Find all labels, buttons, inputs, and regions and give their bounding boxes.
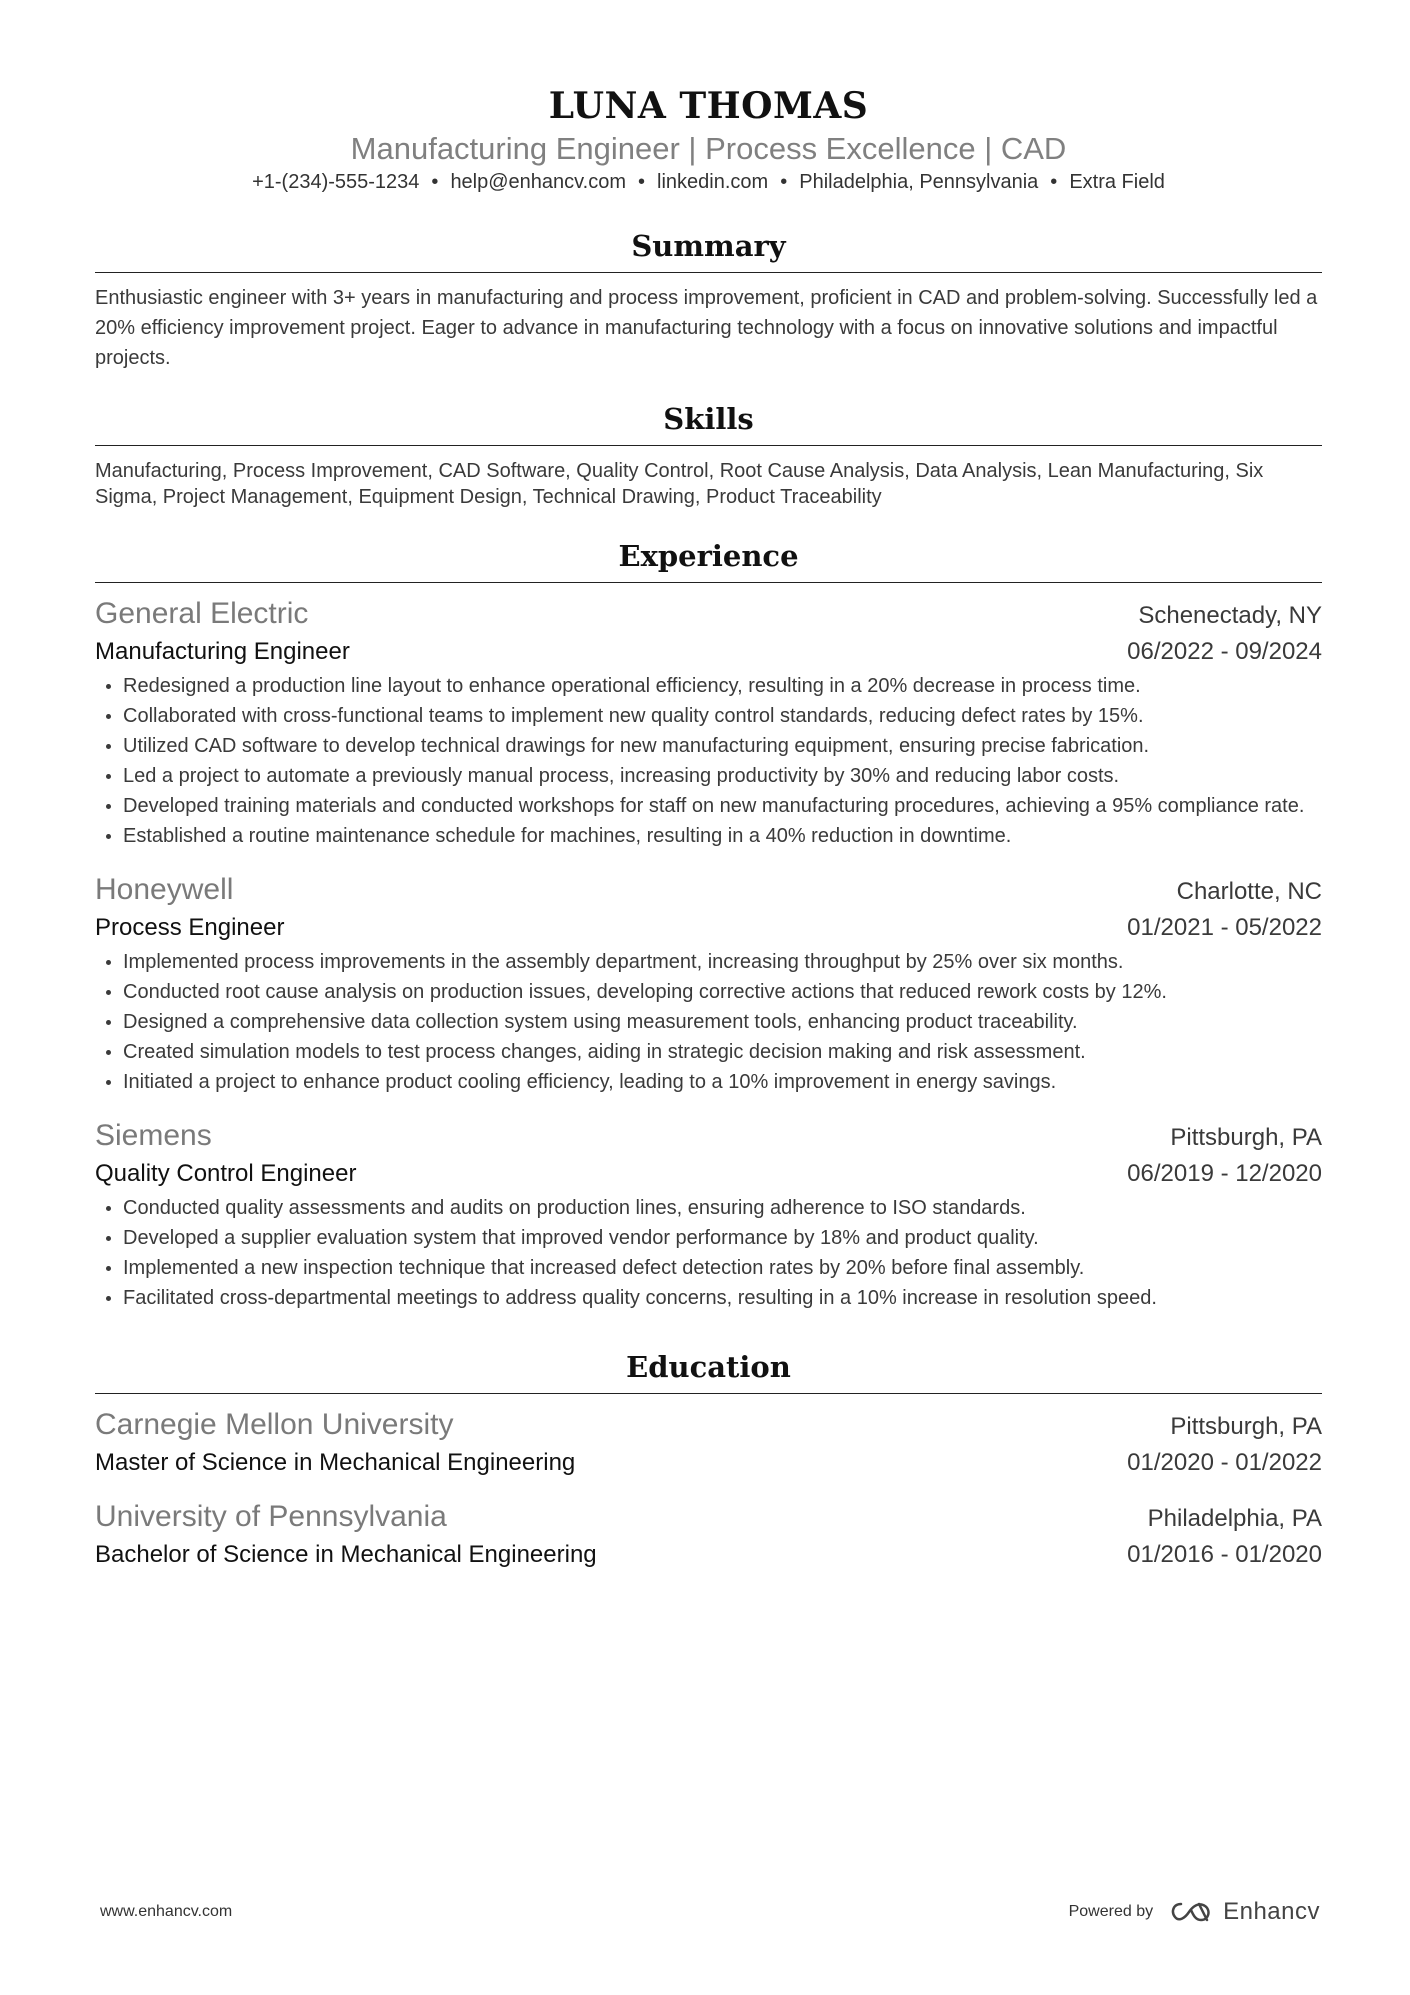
job-bullet: Developed a supplier evaluation system that improved vendor performance by 18% and product quality. xyxy=(95,1223,1322,1253)
education-degree: Master of Science in Mechanical Engineering xyxy=(95,1449,576,1476)
education-school: Carnegie Mellon University xyxy=(95,1408,454,1441)
candidate-headline: Manufacturing Engineer | Process Excellence | CAD xyxy=(350,131,1067,166)
education-degree: Bachelor of Science in Mechanical Engineering xyxy=(95,1541,597,1568)
skills-section xyxy=(95,399,1322,510)
enhancv-brand-name: Enhancv xyxy=(1223,1898,1320,1925)
job-role-row xyxy=(95,635,1322,669)
education-location: Pittsburgh, PA xyxy=(1170,1413,1322,1440)
job-header-row xyxy=(95,1117,1322,1157)
separator-dot: • xyxy=(638,171,646,193)
job-bullet: Established a routine maintenance schedule for machines, resulting in a 40% reduction in downtime. xyxy=(95,821,1322,851)
enhancv-brand[interactable] xyxy=(1169,1898,1320,1926)
education-degree-row xyxy=(95,1538,1322,1572)
job-company: Honeywell xyxy=(95,873,234,906)
job-bullet: Led a project to automate a previously manual process, increasing productivity by 30% and reducing labor costs. xyxy=(95,761,1322,791)
job-dates: 06/2022 - 09/2024 xyxy=(1127,638,1322,665)
education-header-row xyxy=(95,1406,1322,1446)
footer-branding xyxy=(1069,1898,1320,1926)
job-bullet: Initiated a project to enhance product cooling efficiency, leading to a 10% improvement in energy savings. xyxy=(95,1067,1322,1097)
summary-heading: Summary xyxy=(95,226,1322,273)
job-role: Manufacturing Engineer xyxy=(95,638,350,665)
job-header-row xyxy=(95,871,1322,911)
job-location: Pittsburgh, PA xyxy=(1170,1124,1322,1151)
contact-phone: +1-(234)-555-1234 xyxy=(252,171,420,193)
job-company: Siemens xyxy=(95,1119,212,1152)
job-header-row xyxy=(95,595,1322,635)
job-location: Charlotte, NC xyxy=(1176,878,1322,905)
job-bullet: Facilitated cross-departmental meetings to address quality concerns, resulting in a 10% increase in resolution speed. xyxy=(95,1283,1322,1313)
contact-extra: Extra Field xyxy=(1069,171,1165,193)
job-bullet: Developed training materials and conducted workshops for staff on new manufacturing procedures, achieving a 95% compliance rate. xyxy=(95,791,1322,821)
skills-heading: Skills xyxy=(95,399,1322,446)
job-bullet: Conducted root cause analysis on production issues, developing corrective actions that reduced rework costs by 12%. xyxy=(95,977,1322,1007)
powered-by-label: Powered by xyxy=(1068,1903,1154,1920)
job-role: Quality Control Engineer xyxy=(95,1160,357,1187)
education-dates: 01/2016 - 01/2020 xyxy=(1127,1541,1322,1568)
job-company: General Electric xyxy=(95,597,309,630)
job-bullet: Designed a comprehensive data collection system using measurement tools, enhancing product traceability. xyxy=(95,1007,1322,1037)
footer-website-link[interactable]: www.enhancv.com xyxy=(100,1903,233,1920)
job-bullets xyxy=(95,671,1322,851)
job-bullet: Collaborated with cross-functional teams to implement new quality control standards, reducing defect rates by 15%. xyxy=(95,701,1322,731)
job-bullets xyxy=(95,1193,1322,1313)
job-bullet: Created simulation models to test process changes, aiding in strategic decision making and risk assessment. xyxy=(95,1037,1322,1067)
education-location: Philadelphia, PA xyxy=(1147,1505,1322,1532)
job-entry xyxy=(95,595,1322,851)
contact-email[interactable]: help@enhancv.com xyxy=(450,171,627,193)
job-role-row xyxy=(95,911,1322,945)
education-entry xyxy=(95,1498,1322,1572)
job-location: Schenectady, NY xyxy=(1138,602,1322,629)
skills-text: Manufacturing, Process Improvement, CAD Software, Quality Control, Root Cause Analysis, Data Analysis, Lean Manufacturing, Six Sigma, Project Management, Equipment Design, Technical Drawing, Product Traceability xyxy=(95,460,1264,508)
job-bullet: Redesigned a production line layout to enhance operational efficiency, resulting in a 20% decrease in process time. xyxy=(95,671,1322,701)
education-degree-row xyxy=(95,1446,1322,1480)
contact-linkedin[interactable]: linkedin.com xyxy=(657,171,769,193)
job-bullets xyxy=(95,947,1322,1097)
experience-heading: Experience xyxy=(95,536,1322,583)
resume-content xyxy=(95,84,1322,1572)
job-role-row xyxy=(95,1157,1322,1191)
education-school: University of Pennsylvania xyxy=(95,1500,447,1533)
job-bullet: Conducted quality assessments and audits on production lines, ensuring adherence to ISO standards. xyxy=(95,1193,1322,1223)
job-entry xyxy=(95,1117,1322,1313)
education-dates: 01/2020 - 01/2022 xyxy=(1127,1449,1322,1476)
education-header-row xyxy=(95,1498,1322,1538)
summary-text: Enthusiastic engineer with 3+ years in manufacturing and process improvement, proficient in CAD and problem-solving. Successfully led a 20% efficiency improvement project. Eager to advance in manufacturing technology with a focus on innovative solutions and impactful projects. xyxy=(95,287,1318,369)
education-section xyxy=(95,1347,1322,1572)
education-heading: Education xyxy=(95,1347,1322,1394)
page-footer xyxy=(100,1898,1320,1926)
experience-section xyxy=(95,536,1322,1313)
job-dates: 06/2019 - 12/2020 xyxy=(1127,1160,1322,1187)
job-bullet: Implemented process improvements in the assembly department, increasing throughput by 25% over six months. xyxy=(95,947,1322,977)
separator-dot: • xyxy=(431,171,439,193)
job-bullet: Implemented a new inspection technique that increased defect detection rates by 20% before final assembly. xyxy=(95,1253,1322,1283)
education-entry xyxy=(95,1406,1322,1480)
job-dates: 01/2021 - 05/2022 xyxy=(1127,914,1322,941)
contact-location: Philadelphia, Pennsylvania xyxy=(799,171,1039,193)
job-role: Process Engineer xyxy=(95,914,285,941)
job-entry xyxy=(95,871,1322,1097)
summary-section xyxy=(95,226,1322,373)
separator-dot: • xyxy=(780,171,788,193)
enhancv-logo-icon xyxy=(1169,1900,1215,1924)
job-bullet: Utilized CAD software to develop technical drawings for new manufacturing equipment, ensuring precise fabrication. xyxy=(95,731,1322,761)
separator-dot: • xyxy=(1050,171,1058,193)
candidate-name: LUNA THOMAS xyxy=(548,85,869,127)
contact-line xyxy=(95,168,1322,196)
